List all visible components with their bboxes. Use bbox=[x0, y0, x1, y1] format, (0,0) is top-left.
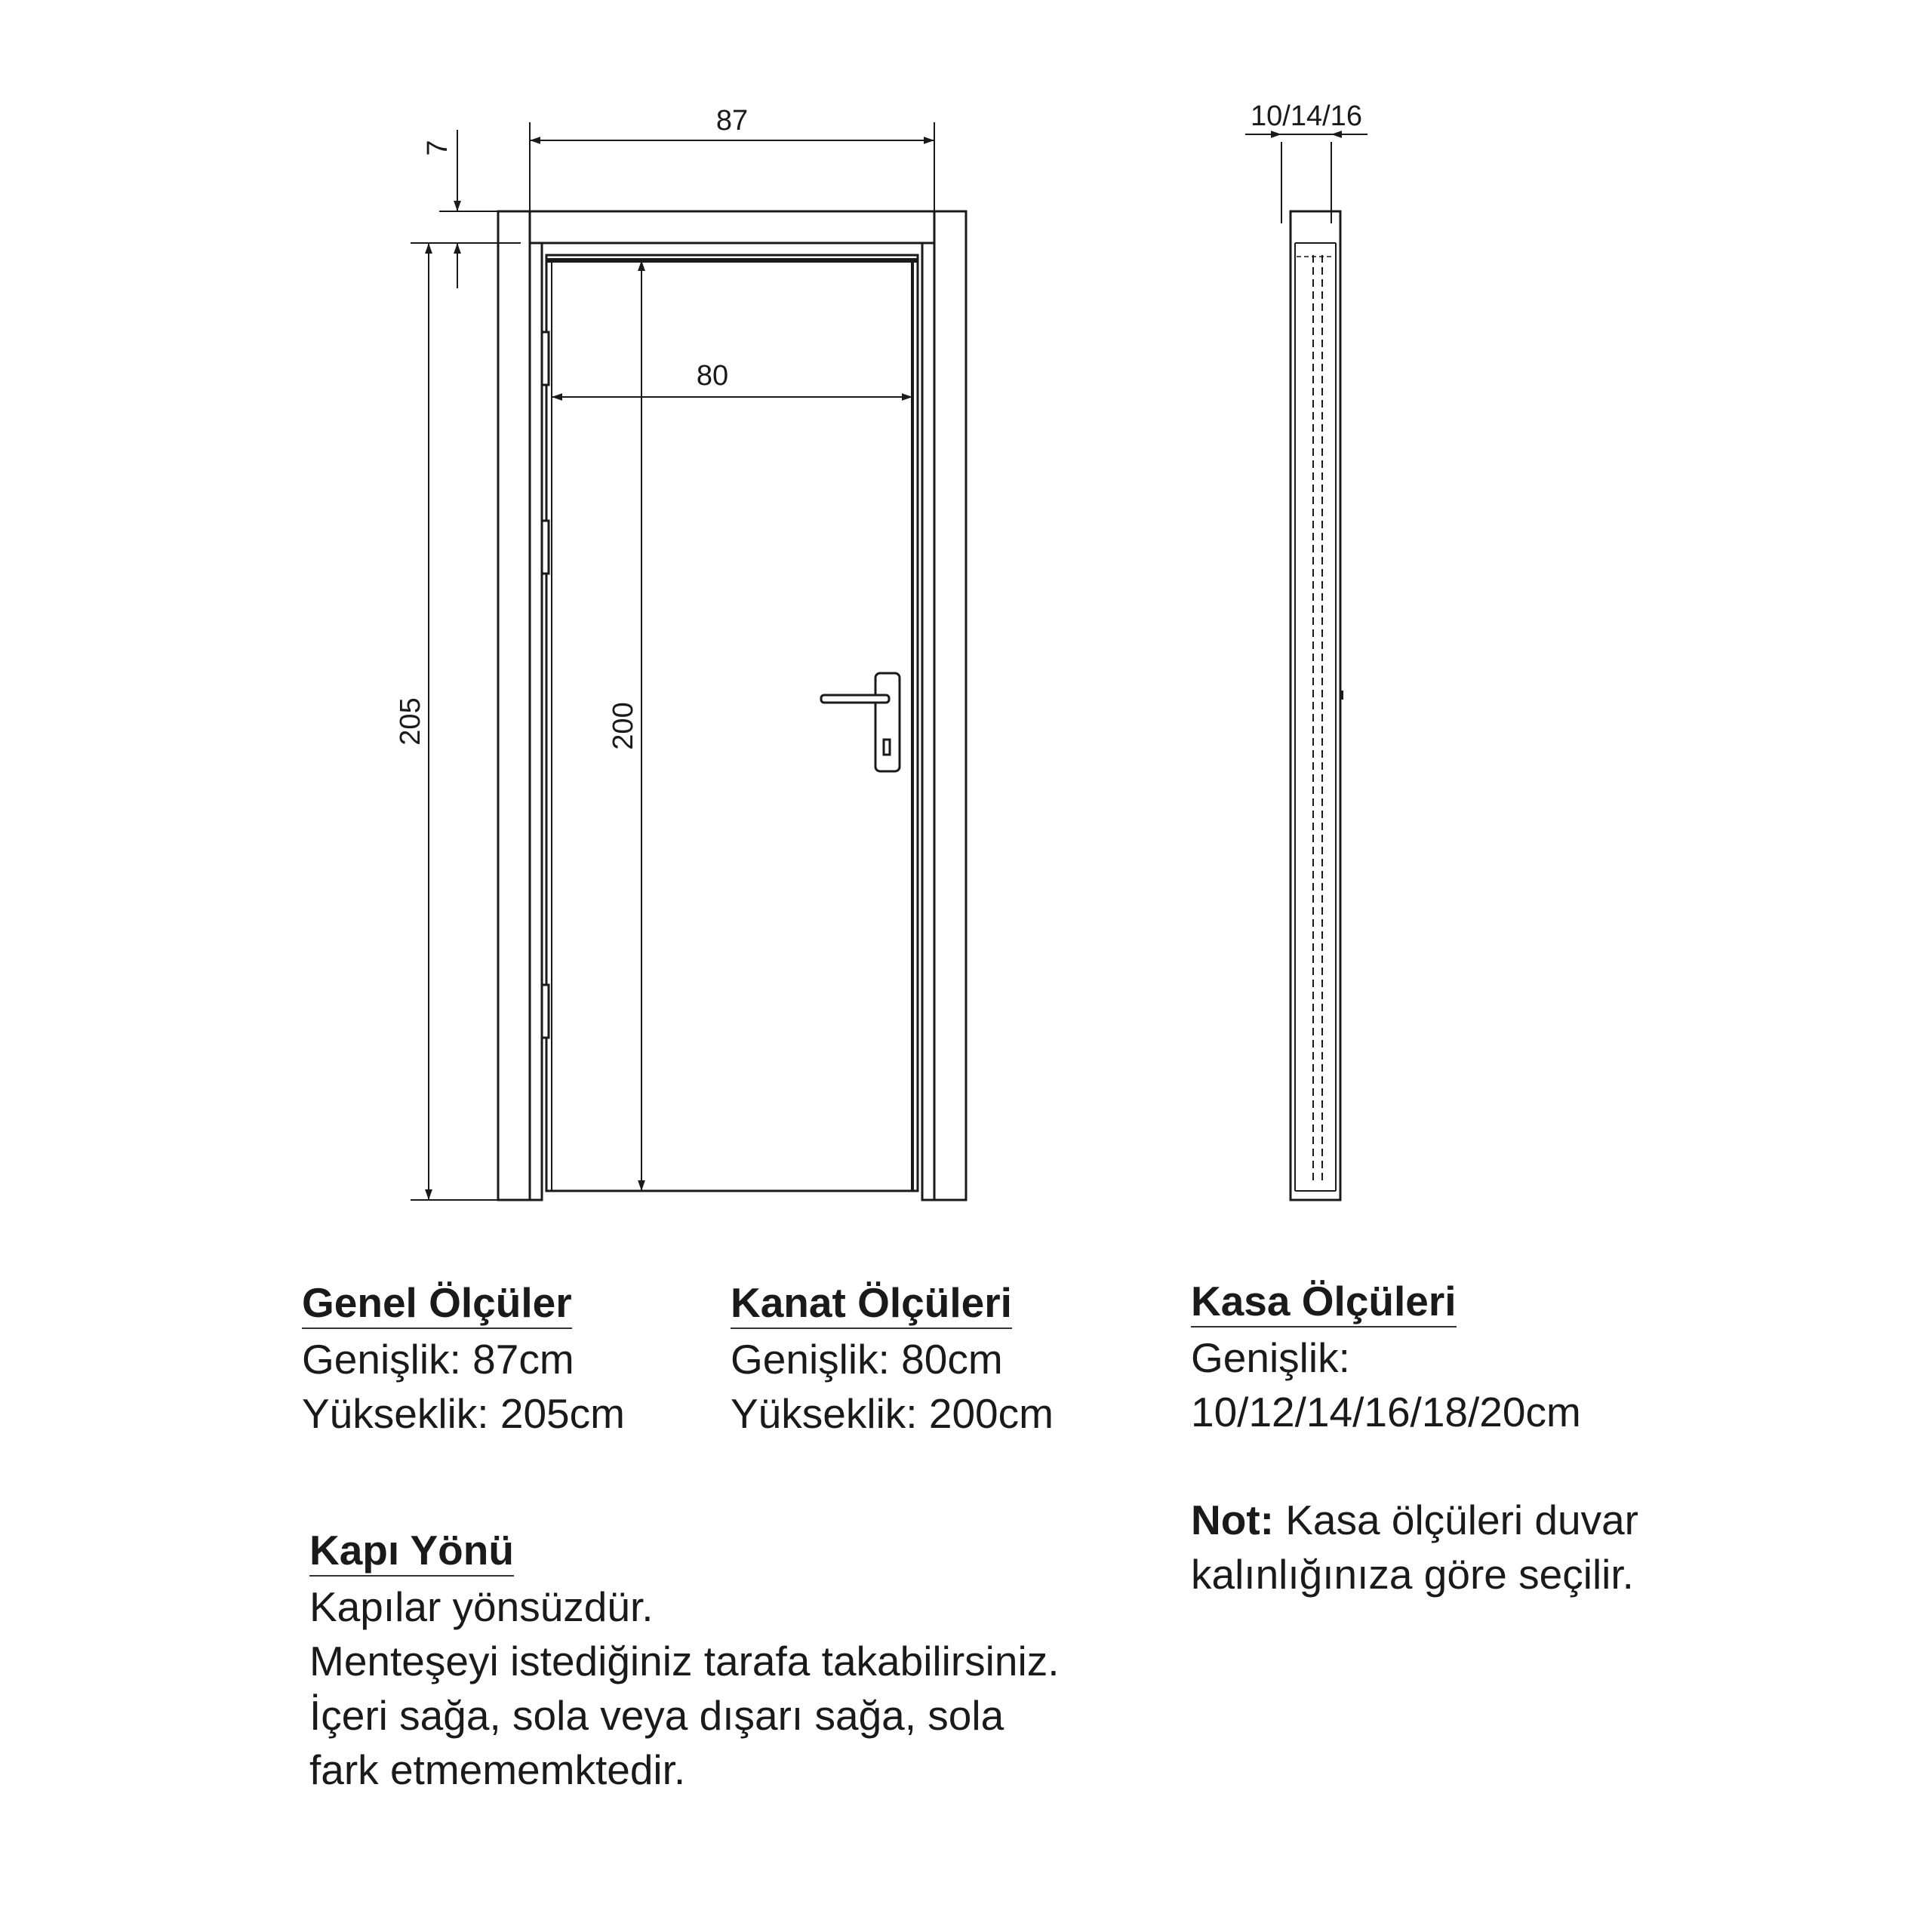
hinge-bottom bbox=[542, 985, 549, 1038]
frame-inner-right bbox=[922, 243, 934, 1200]
door-leaf bbox=[546, 255, 918, 1191]
kanat-width: Genişlik: 80cm bbox=[731, 1336, 1003, 1383]
kanat-olculeri-block bbox=[731, 1275, 1054, 1441]
frame-inner-left bbox=[530, 243, 542, 1200]
door-front-view bbox=[498, 211, 966, 1200]
kasa-note-line2: kalınlığınıza göre seçilir. bbox=[1191, 1551, 1634, 1598]
kapi-yonu-line3: İçeri sağa, sola veya dışarı sağa, sola bbox=[309, 1692, 1004, 1739]
kasa-note-block bbox=[1191, 1493, 1638, 1601]
kasa-olculeri-block bbox=[1191, 1274, 1581, 1439]
kanat-height: Yükseklik: 200cm bbox=[731, 1390, 1054, 1437]
kasa-width-label: Genişlik: bbox=[1191, 1334, 1350, 1381]
dim-overall-width: 87 bbox=[715, 105, 749, 137]
kapi-yonu-title: Kapı Yönü bbox=[309, 1525, 514, 1577]
kanat-olculeri-title: Kanat Ölçüleri bbox=[731, 1278, 1012, 1329]
dim-frame-depth: 10/14/16 bbox=[1251, 100, 1362, 132]
dim-leaf-width: 80 bbox=[696, 360, 729, 392]
hinge-top bbox=[542, 332, 549, 385]
door-side-view bbox=[1291, 211, 1343, 1200]
door-handle-icon bbox=[821, 673, 900, 771]
frame-right-post bbox=[934, 211, 966, 1200]
kasa-note-line1 bbox=[1191, 1493, 1638, 1547]
dimension-lines bbox=[411, 122, 934, 1200]
genel-width: Genişlik: 87cm bbox=[302, 1336, 574, 1383]
kapi-yonu-line1: Kapılar yönsüzdür. bbox=[309, 1583, 654, 1630]
frame-side-profile bbox=[1291, 211, 1340, 1200]
genel-height: Yükseklik: 205cm bbox=[302, 1390, 625, 1437]
frame-left-post bbox=[498, 211, 530, 1200]
note-label: Not: bbox=[1191, 1497, 1274, 1543]
frame-top-rail bbox=[530, 211, 934, 243]
note-text-line1: Kasa ölçüleri duvar bbox=[1273, 1497, 1638, 1543]
genel-olculer-block bbox=[302, 1275, 625, 1441]
dim-leaf-height: 200 bbox=[608, 702, 639, 750]
kapi-yonu-line4: fark etmememktedir. bbox=[309, 1746, 686, 1793]
kasa-olculeri-title: Kasa Ölçüleri bbox=[1191, 1276, 1457, 1327]
dim-frame-top: 7 bbox=[422, 140, 454, 156]
hinge-middle bbox=[542, 521, 549, 574]
kapi-yonu-block bbox=[309, 1523, 1060, 1797]
kapi-yonu-line2: Menteşeyi istediğiniz tarafa takabilirsiniz. bbox=[309, 1638, 1060, 1684]
dim-overall-height: 205 bbox=[395, 697, 426, 746]
kasa-width-values: 10/12/14/16/18/20cm bbox=[1191, 1389, 1581, 1435]
genel-olculer-title: Genel Ölçüler bbox=[302, 1278, 572, 1329]
